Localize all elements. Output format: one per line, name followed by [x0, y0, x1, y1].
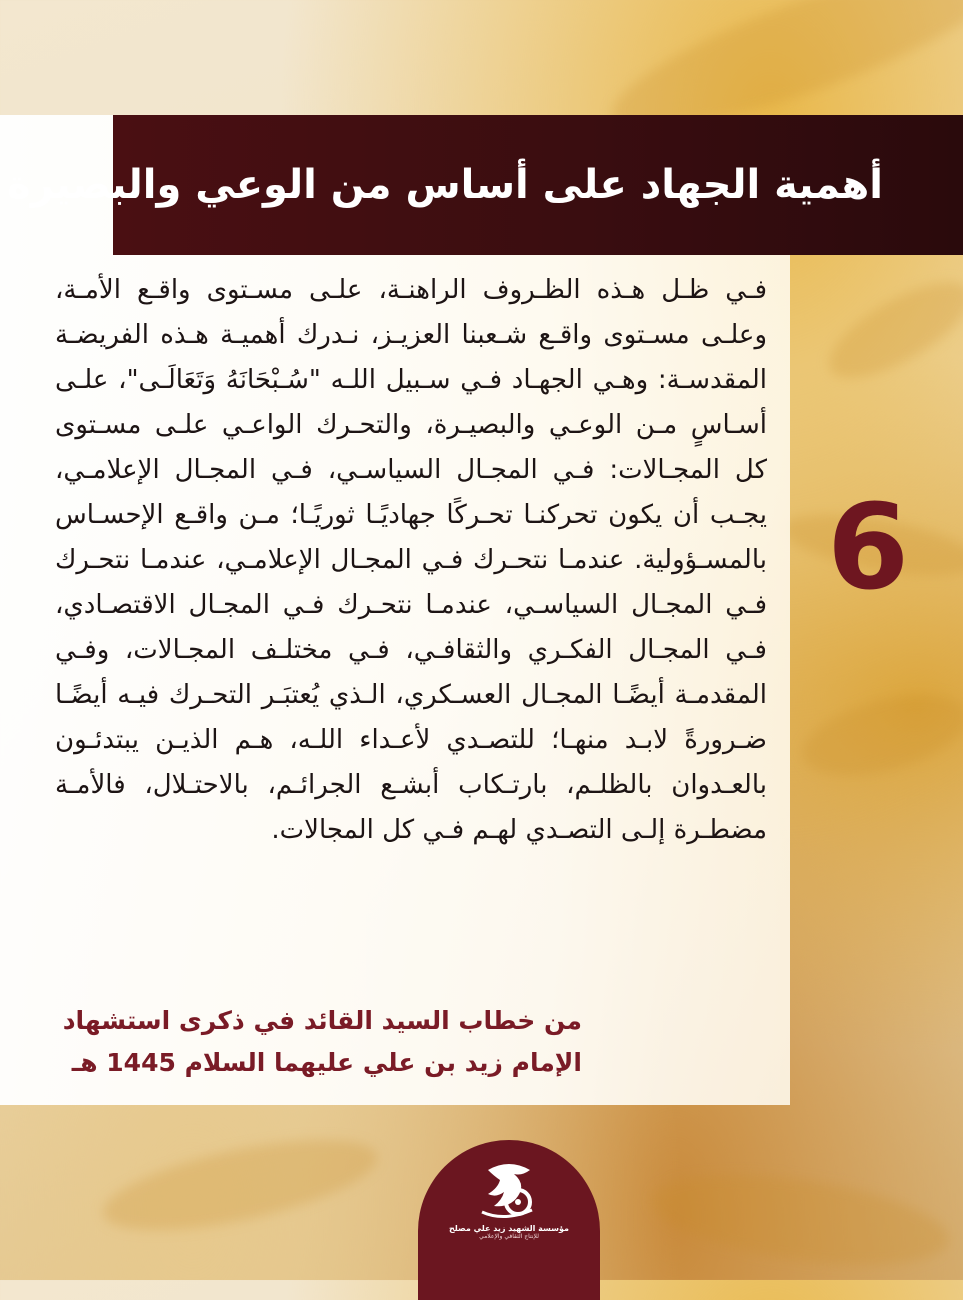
source-line-2: الإمام زيد بن علي عليهما السلام 1445 هـ [71, 1048, 582, 1077]
page-title: أهمية الجهاد على أساس من الوعي والبصيرة [7, 162, 883, 208]
foundation-logo [418, 1140, 600, 1300]
quote-body: فـي ظـل هـذه الظـروف الراهنـة، علـى مسـتوى واقـع الأمـة، وعلـى مسـتوى واقـع شـعبنا العزيـز، نـدرك أهميـة هـذه الفريضـة المقدسـة: وهـي الجهـاد فـي سـبيل اللـه "سُـبْحَانَهُ وَتَعَالَـى"، علـى أسـاسٍ مـن الوعـي والبصيـرة، والتحـرك الواعـي علـى مسـتوى كل المجـالات: فـي المجـال السياسـي، فـي المجـال الإعلامـي، يجـب أن يكون تحركنـا تحـركًا جهاديًـا ثوريًـا؛ مـن واقـع الإحسـاس بالمسـؤولية. عندمـا نتحـرك فـي المجـال الإعلامـي، عندمـا نتحـرك فـي المجـال السياسـي، عندمـا نتحـرك فـي المجـال الاقتصـادي، فـي المجـال الفكـري والثقافـي، فـي مختلـف المجـالات، وفـي المقدمـة أيضًـا المجـال العسـكري، الـذي يُعتبَـر التحـرك فيـه أيضًـا ضـرورةً لابـد منهـا؛ للتصـدي لأعـداء اللـه، هـم الذيـن يبتدئـون بالعـدوان بالظلـم، بارتـكاب أبشـع الجرائـم، بالاحتـلال، فالأمـة مضطـرة إلـى التصـدي لهـم فـي كل المجالات. [55, 275, 767, 845]
foundation-logo-icon [474, 1160, 544, 1222]
logo-name: مؤسسة الشهيد زيد علي مصلح [449, 1224, 569, 1233]
source-line-1: من خطاب السيد القائد في ذكرى استشهاد [62, 1006, 582, 1035]
logo-subtitle: للإنتاج الثقافي والإعلامي [479, 1233, 539, 1240]
title-bar [7, 115, 963, 255]
source-attribution [30, 1000, 582, 1084]
card-number: 6 [826, 478, 910, 616]
